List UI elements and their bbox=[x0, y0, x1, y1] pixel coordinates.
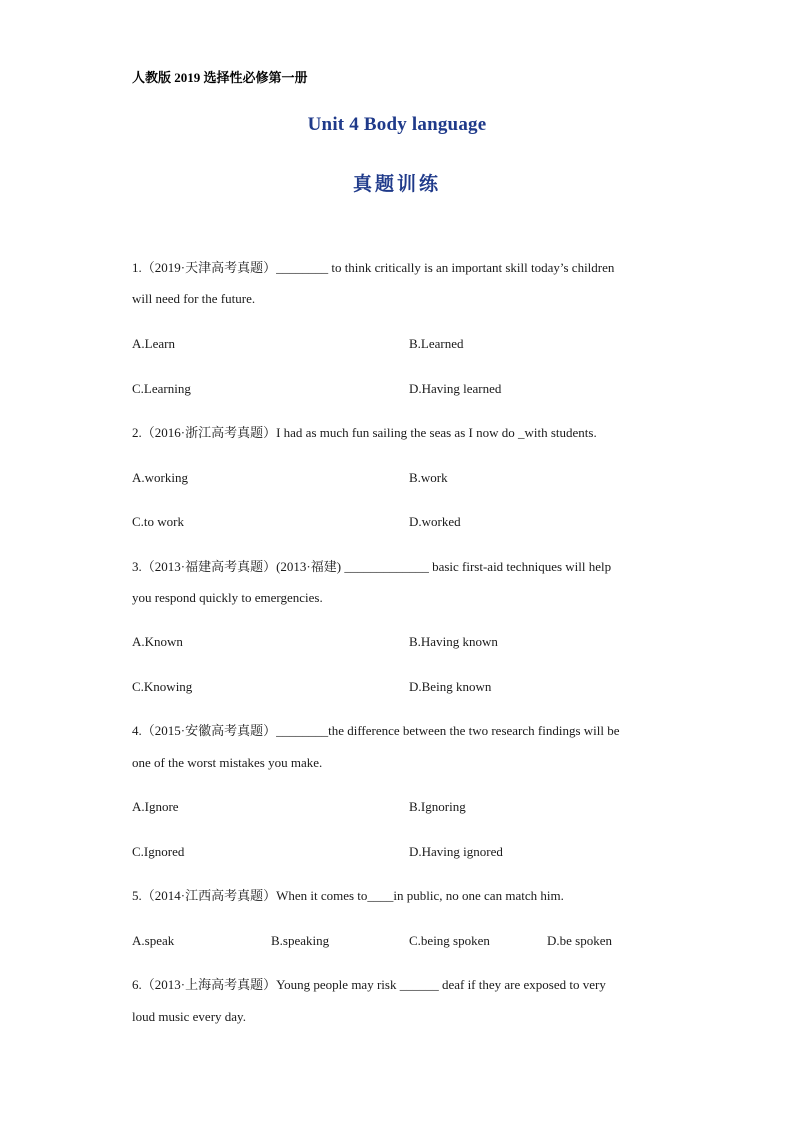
question-5-option-d: D.be spoken bbox=[547, 933, 612, 948]
question-5-option-c: C.being spoken bbox=[409, 933, 490, 948]
question-1-line-1: 1.（2019·天津高考真题）________ to think critically is an important skill today’s children bbox=[132, 260, 615, 275]
question-4-option-b: B.Ignoring bbox=[409, 799, 466, 814]
page-title: Unit 4 Body language bbox=[307, 114, 487, 135]
question-4-option-c: C.Ignored bbox=[132, 844, 185, 859]
question-5-line-1: 5.（2014·江西高考真题）When it comes to____in public, no one can match him. bbox=[132, 888, 564, 903]
question-4-option-a: A.Ignore bbox=[132, 799, 179, 814]
question-3-line-2: you respond quickly to emergencies. bbox=[132, 590, 323, 605]
question-5-option-a: A.speak bbox=[132, 933, 175, 948]
question-2-line-1: 2.（2016·浙江高考真题）I had as much fun sailing the seas as I now do _with students. bbox=[132, 425, 597, 440]
question-5-option-b: B.speaking bbox=[271, 933, 330, 948]
question-6-line-2: loud music every day. bbox=[132, 1009, 246, 1024]
question-4-line-2: one of the worst mistakes you make. bbox=[132, 755, 323, 770]
page-subtitle: 真题训练 bbox=[352, 174, 441, 195]
question-1-option-d: D.Having learned bbox=[409, 381, 502, 396]
question-2-option-c: C.to work bbox=[132, 514, 184, 529]
question-3-option-a: A.Known bbox=[132, 634, 183, 649]
question-4-option-d: D.Having ignored bbox=[409, 844, 503, 859]
textbook-edition-note: 人教版 2019 选择性必修第一册 bbox=[132, 70, 308, 85]
question-1-option-b: B.Learned bbox=[409, 336, 464, 351]
question-3-option-b: B.Having known bbox=[409, 634, 498, 649]
question-4-line-1: 4.（2015·安徽高考真题）________the difference between the two research findings will be bbox=[132, 723, 620, 738]
question-2-option-d: D.worked bbox=[409, 514, 461, 529]
question-3-line-1: 3.（2013·福建高考真题）(2013·福建) _____________ basic first-aid techniques will help bbox=[132, 559, 612, 574]
question-6-line-1: 6.（2013·上海高考真题）Young people may risk ______ deaf if they are exposed to very bbox=[132, 977, 606, 992]
question-2-option-a: A.working bbox=[132, 470, 188, 485]
question-1-option-a: A.Learn bbox=[132, 336, 175, 351]
question-3-option-d: D.Being known bbox=[409, 679, 492, 694]
question-2-option-b: B.work bbox=[409, 470, 448, 485]
question-1-option-c: C.Learning bbox=[132, 381, 191, 396]
question-3-option-c: C.Knowing bbox=[132, 679, 193, 694]
question-1-line-2: will need for the future. bbox=[132, 291, 256, 306]
